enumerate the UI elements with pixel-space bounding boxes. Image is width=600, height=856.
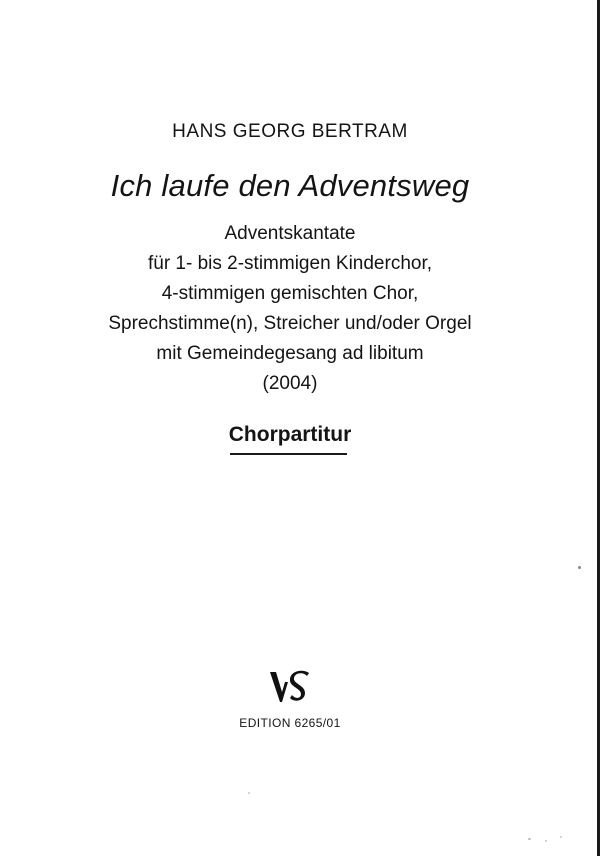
description-line: 4-stimmigen gemischten Chor, (161, 283, 419, 304)
description-line: mit Gemeindegesang ad libitum (156, 343, 424, 364)
work-title: Ich laufe den Adventsweg (110, 168, 470, 203)
work-description (0, 219, 580, 399)
scan-speck (578, 566, 581, 569)
scan-speck (528, 838, 531, 840)
description-line: (2004) (262, 373, 318, 394)
edition-number: EDITION 6265/01 (239, 716, 341, 730)
score-type-underline (230, 453, 347, 455)
scan-speck (560, 836, 562, 838)
composer-name: HANS GEORG BERTRAM (172, 121, 408, 142)
publisher-logo-icon (267, 668, 313, 708)
description-line: Adventskantate (224, 223, 356, 244)
score-type: Chorpartitur (228, 423, 352, 446)
scan-speck (545, 840, 547, 842)
description-line: für 1- bis 2-stimmigen Kinderchor, (147, 253, 433, 274)
description-line: Sprechstimme(n), Streicher und/oder Orgel (108, 313, 472, 334)
scan-speck (248, 792, 250, 794)
